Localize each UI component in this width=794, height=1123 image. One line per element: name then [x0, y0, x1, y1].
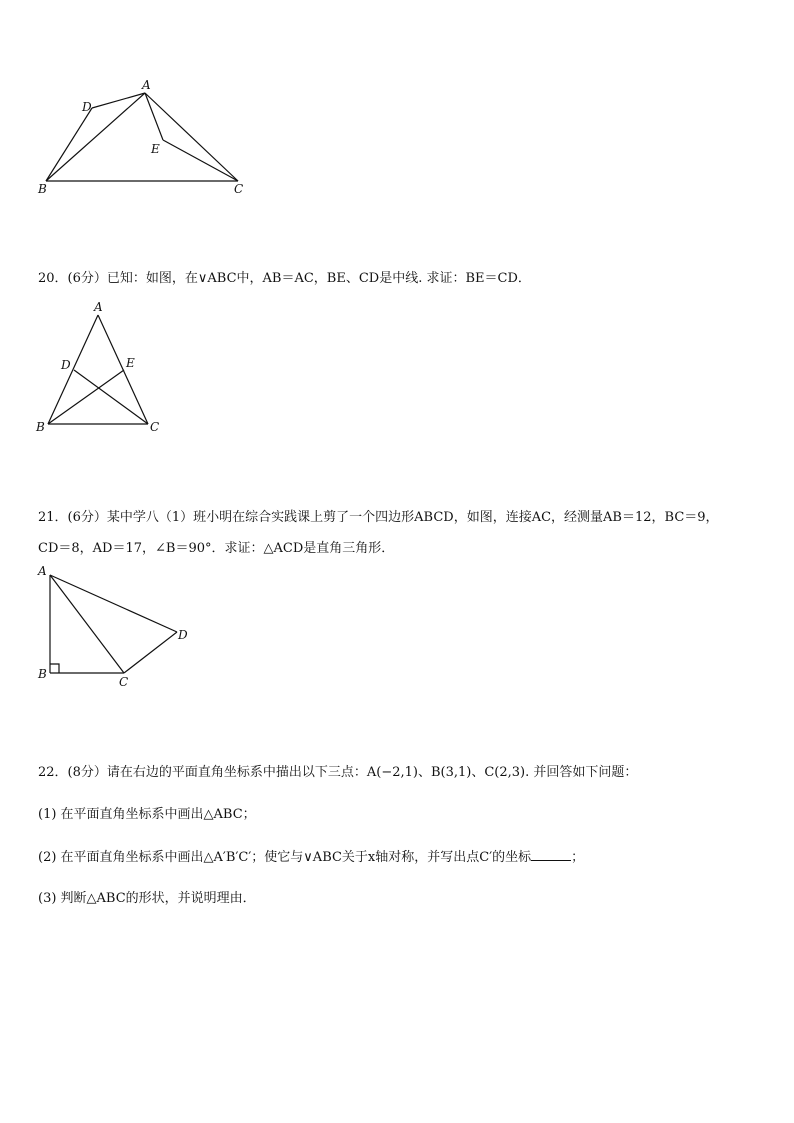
- label-E: E: [126, 356, 135, 370]
- answer-blank[interactable]: [531, 848, 571, 861]
- right-angle-mark: [50, 664, 59, 673]
- segment-AE: [145, 93, 163, 140]
- segment-AC: [145, 93, 238, 181]
- label-C: C: [234, 182, 244, 196]
- segment-AD: [50, 575, 177, 632]
- segment-BA: [46, 93, 145, 181]
- label-B: B: [38, 667, 47, 681]
- figure-q20: [30, 298, 170, 438]
- label-A: A: [142, 78, 151, 92]
- segment-CD: [124, 632, 177, 673]
- segment-AC: [98, 315, 148, 424]
- segment-AC: [50, 575, 124, 673]
- figure-q19: [30, 75, 260, 205]
- q22-part2: [38, 848, 584, 867]
- label-D: D: [61, 358, 71, 372]
- q22-part3: (3) 判断△ABC的形状，并说明理由．: [38, 891, 256, 906]
- label-A: A: [38, 564, 47, 578]
- label-D: D: [82, 100, 92, 114]
- label-D: D: [178, 628, 188, 642]
- q22-text: 22．(8分）请在右边的平面直角坐标系中描出以下三点：A(−2,1)、B(3,1)、C(2,3). 并回答如下问题：: [38, 765, 638, 780]
- segment-BD: [46, 108, 92, 181]
- label-C: C: [150, 420, 160, 434]
- label-A: A: [94, 300, 103, 314]
- q22-part2-text: (2) 在平面直角坐标系中画出△A′B′C′；使它与∨ABC关于x轴对称，并写出点C′的坐标: [38, 850, 532, 865]
- q22-part2-end: ；: [571, 850, 585, 865]
- label-E: E: [151, 142, 160, 156]
- label-B: B: [38, 182, 47, 196]
- label-B: B: [36, 420, 45, 434]
- figure-q21: [30, 560, 200, 692]
- segment-AB: [48, 315, 98, 424]
- q21-text-line1: 21．(6分）某中学八（1）班小明在综合实践课上剪了一个四边形ABCD，如图，连接AC，经测量AB＝12，BC＝9，: [38, 510, 719, 525]
- q22-part1: (1) 在平面直角坐标系中画出△ABC；: [38, 807, 256, 822]
- q21-text-line2: CD＝8，AD＝17，∠B＝90°．求证：△ACD是直角三角形．: [38, 541, 395, 556]
- q20-text: 20．(6分）已知：如图，在∨ABC中，AB＝AC，BE、CD是中线. 求证：BE＝CD．: [38, 271, 531, 286]
- label-C: C: [119, 675, 129, 689]
